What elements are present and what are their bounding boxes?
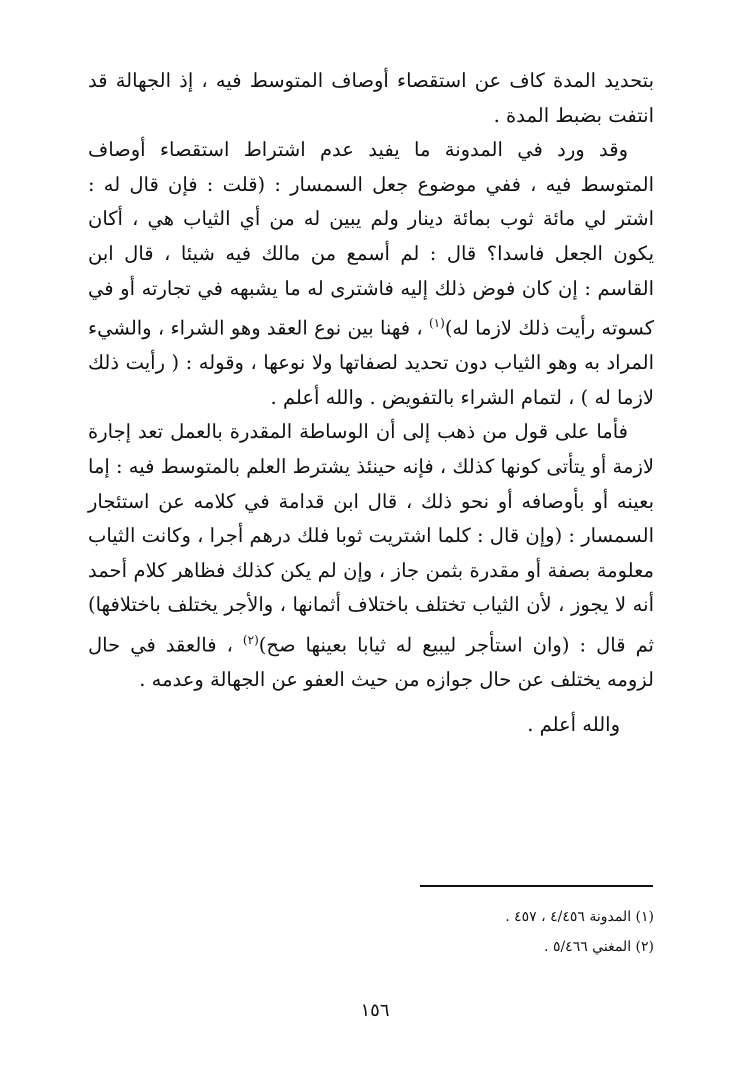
footnote-1: (١) المدونة ٤/٤٥٦ ، ٤٥٧ . [505, 909, 654, 925]
paragraph-2 [88, 133, 654, 415]
footnote-ref-1: (١) [428, 316, 445, 331]
main-text [88, 64, 654, 742]
footnote-separator [420, 885, 653, 887]
paragraph-1-text: بتحديد المدة كاف عن استقصاء أوصاف المتوسط فيه ، إذ الجهالة قد انتفت بضبط المدة . [88, 69, 654, 127]
paragraph-3-text: فأما على قول من ذهب إلى أن الوساطة المقدرة بالعمل تعد إجارة لازمة أو يتأتى كونها كذلك ، فإنه حينئذ يشترط العلم بالمتوسط فيه : إما بعينه أو بأوصافه أو نحو ذلك ، قال ابن قدامة في كلامه عن استئجار السمسار : (وإن قال : كلما اشتريت ثوبا فلك درهم أجرا ، وكانت الثياب معلومة بصفة أو مقدرة بثمن جاز ، وإن لم يكن كذلك فظاهر كلام أحمد أنه لا يجوز ، لأن الثياب تختلف باختلاف أثمانها ، والأجر يختلف باختلافها) ثم قال : (وان استأجر ليبيع له ثيابا بعينها صح) [88, 420, 654, 657]
paragraph-1 [88, 64, 654, 133]
footnotes [254, 902, 654, 962]
footnote-2: (٢) المغني ٥/٤٦٦ . [544, 939, 654, 955]
paragraph-2-text: وقد ورد في المدونة ما يفيد عدم اشتراط استقصاء أوصاف المتوسط فيه ، ففي موضوع جعل السمسار : (قلت : فإن قال له : اشتر لي مائة ثوب بمائة دينار ولم يبين له من أي الثياب هي ، أكان يكون الجعل فاسدا؟ قال : لم أسمع من مالك فيه شيئا ، قال ابن القاسم : إن كان فوض ذلك إليه فاشترى له ما يشبهه في تجارته أو في كسوته رأيت ذلك لازما له) [88, 138, 655, 340]
page-number: ١٥٦ [360, 1000, 390, 1021]
paragraph-3-text-after: ، فالعقد في حال لزومه يختلف عن حال جوازه من حيث العفو عن الجهالة وعدمه . [88, 633, 654, 692]
paragraph-2-text-after: ، فهنا بين نوع العقد وهو الشراء ، والشيء المراد به وهو الثياب دون تحديد لصفاتها ولا نوعها ، وقوله : ( رأيت ذلك لازما له ) ، لتمام الشراء بالتفويض . والله أعلم . [88, 316, 654, 409]
footnote-ref-2: (٢) [242, 633, 259, 647]
closing-line: والله أعلم . [527, 712, 620, 736]
paragraph-3 [88, 415, 654, 697]
